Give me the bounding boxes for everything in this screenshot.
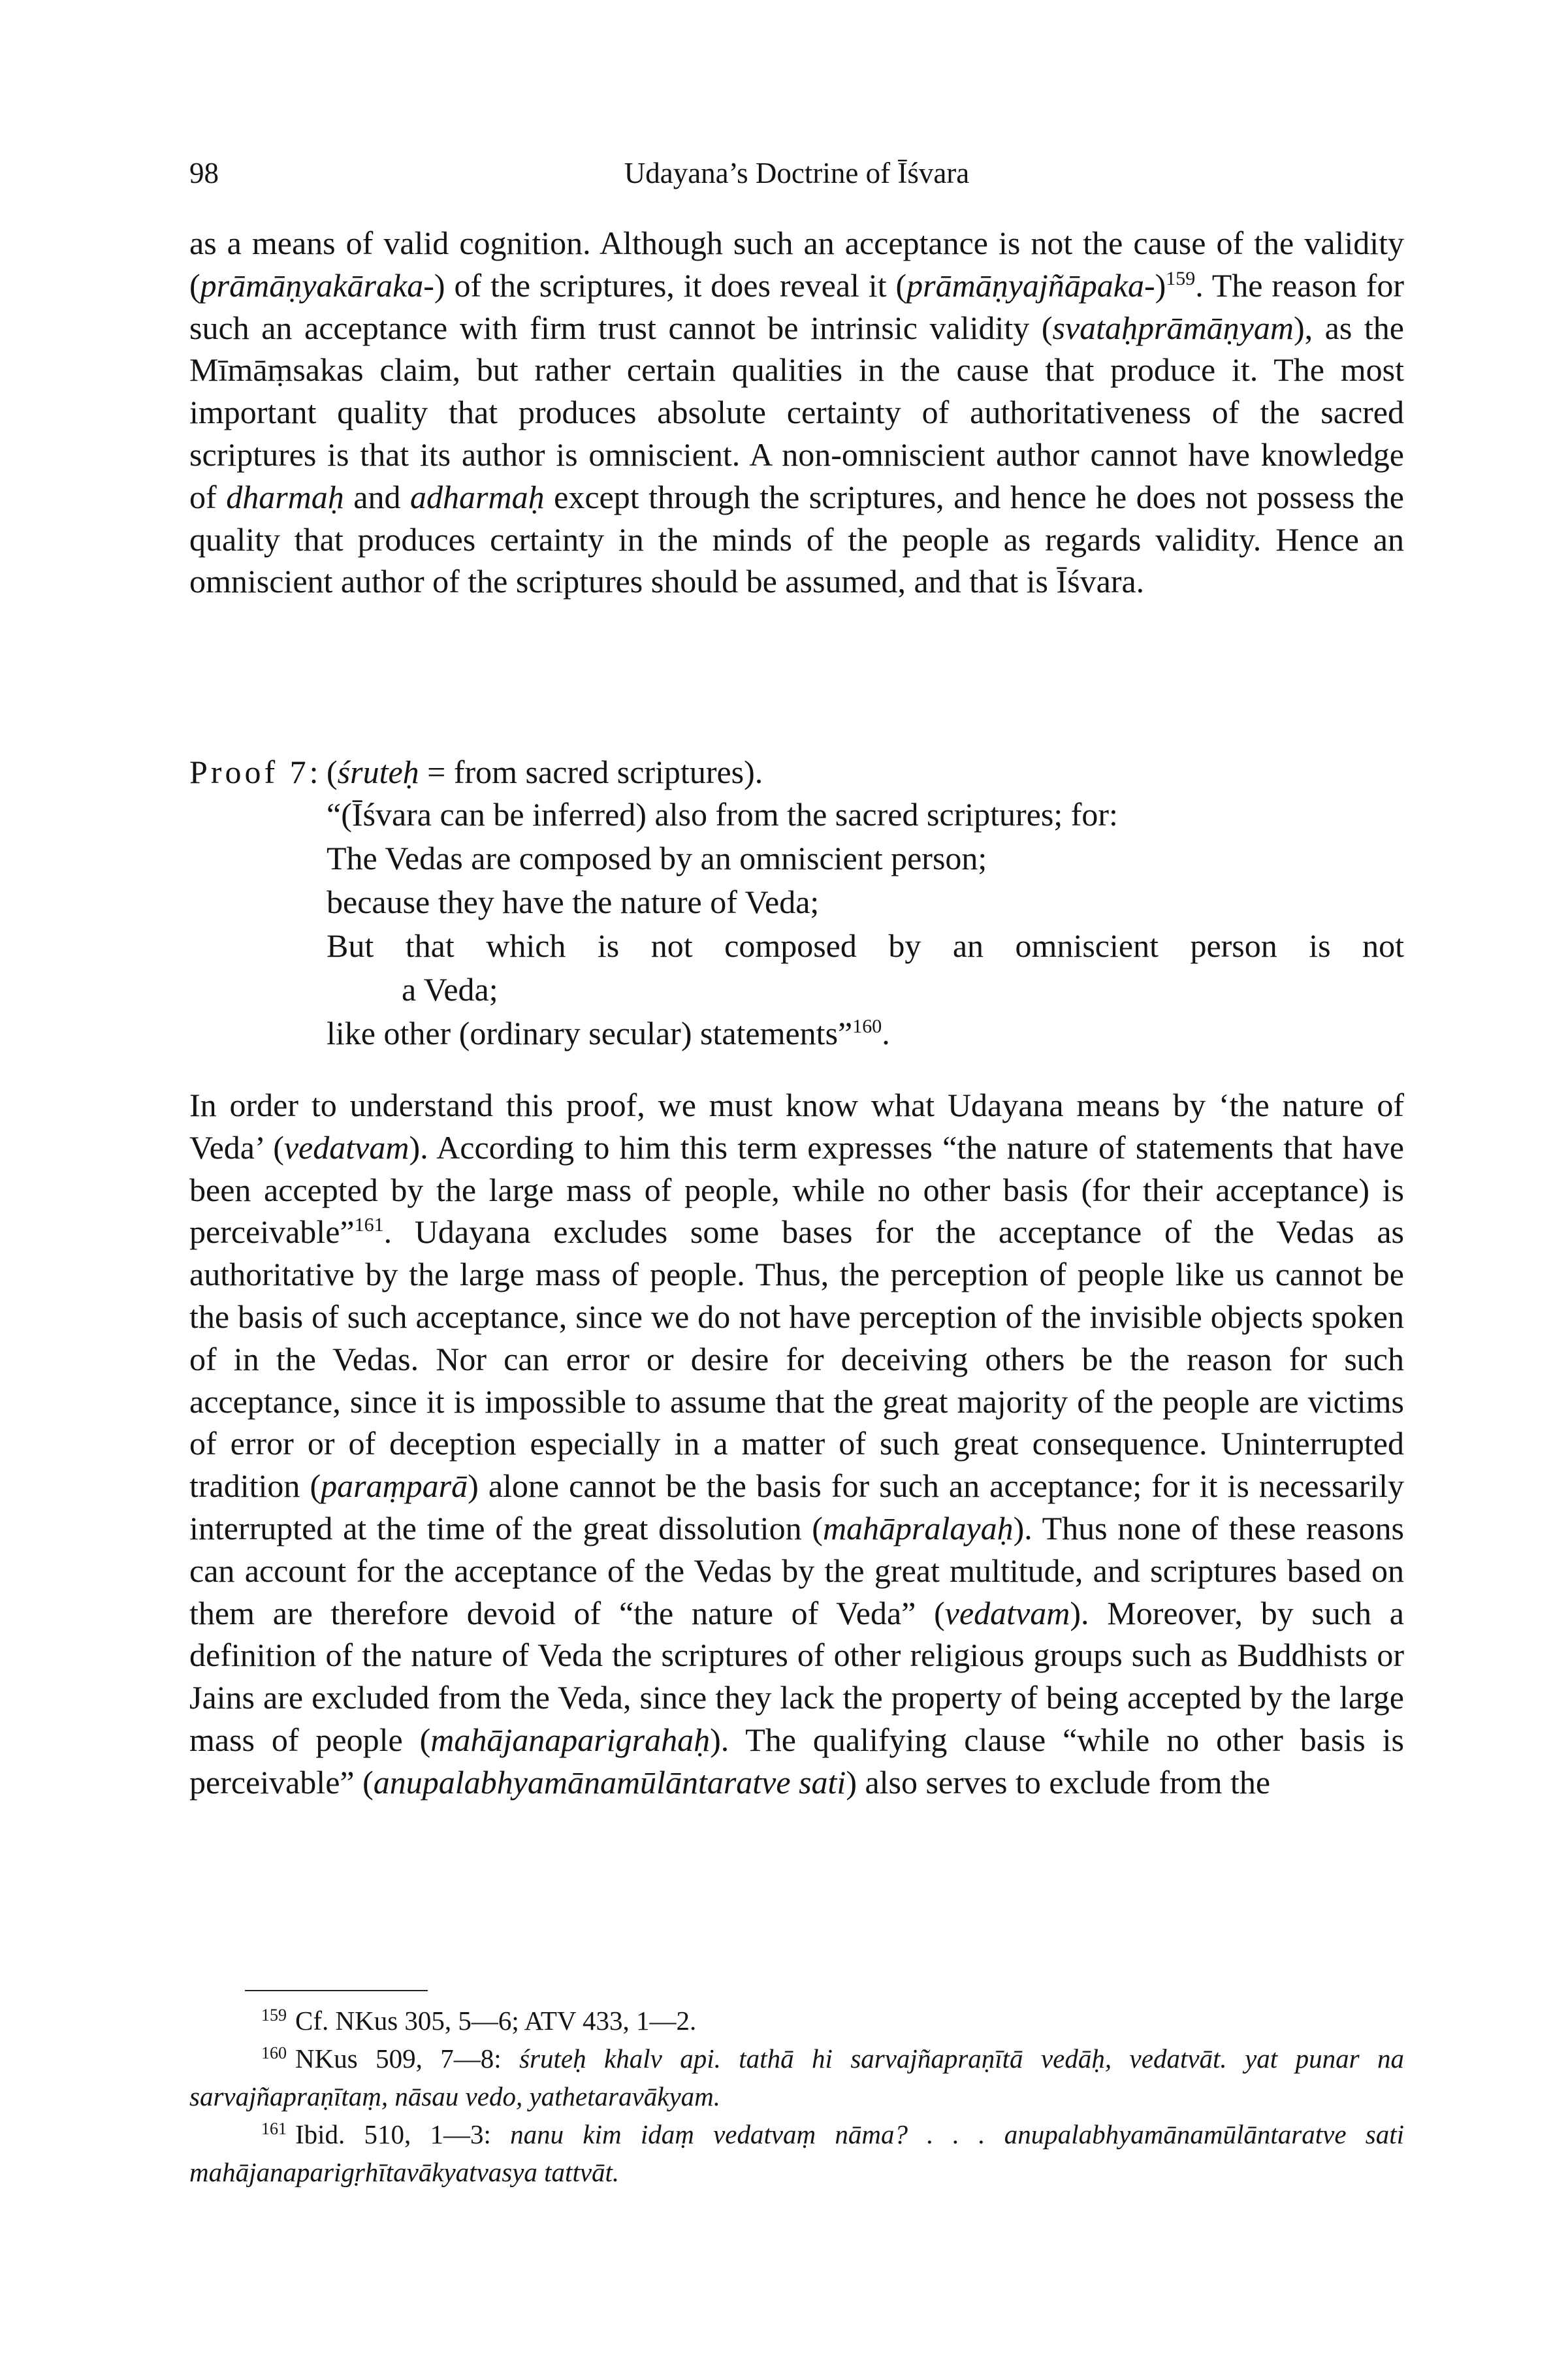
text-run: . Udayana excludes some bases for the acceptance of the Vedas as authoritative by the large mass of people. Thus, the perception of people like us cannot be the basis of such acceptance, since we do not have perception of the invisible objects spoken of in the Vedas. Nor can error or desire for deceiving others be the reason for such acceptance, since it is impossible to assume that the great majority of the people are victims of error or of deception especially in a matter of such great consequence. Uninterrupted tradition ( xyxy=(189,1213,1404,1505)
text-run: and xyxy=(344,478,411,515)
footnote-160: $^{160}$ NKus 509, 7—8: śruteḥ khalv api. tathā hi sarvajñapraṇītā vedāḥ, vedatvāt. yat punar na sarvajñapraṇītaṃ, nāsau vedo, yathetaravākyam. xyxy=(189,2043,1404,2111)
italic-term: svataḥprāmāṇyam xyxy=(1052,309,1294,346)
text-run: ). Moreover, by such a definition of the nature of Veda the scriptures of other religious groups such as Buddhists or Jains are excluded from the Veda, since they lack the property of being accepted by the large mass of people ( xyxy=(189,1594,1404,1758)
footnote-ref-159[interactable]: 159 xyxy=(1166,267,1196,289)
text-run: ). According to him this term expresses “the nature of statements that have been accepted by the large mass of people, while no other basis (for their acceptance) is perceivable” xyxy=(189,1129,1405,1251)
quote-line: The Vedas are composed by an omniscient person; xyxy=(327,840,987,876)
text-run: ) also serves to exclude from the xyxy=(846,1763,1271,1801)
text-run: as a means of valid cognition. Although such an acceptance is not the cause of the validity ( xyxy=(189,225,1404,304)
text-run: ). The qualifying clause “while no other basis is perceivable” ( xyxy=(189,1721,1405,1801)
quote-line: because they have the nature of Veda; xyxy=(327,884,820,920)
italic-term: prāmāṇyajñāpaka- xyxy=(906,266,1155,304)
footnotes xyxy=(189,2002,1404,2191)
footnote-161: $^{161}$ Ibid. 510, 1—3: nanu kim idaṃ vedatvaṃ nāma? . . . anupalabhyamānamūlāntaratve sati mahājanaparigṛhītavākyatvasya tattvāt. xyxy=(189,2119,1405,2187)
footnote-text: Cf. NKus 305, 5—6; ATV 433, 1—2. xyxy=(295,2006,697,2036)
italic-term: paraṃparā xyxy=(321,1467,468,1505)
quote-line: a Veda; xyxy=(402,971,498,1008)
italic-term: mahāpralayaḥ xyxy=(822,1509,1014,1546)
proof-heading xyxy=(189,751,763,793)
text-run: In order to understand this proof, we must know what Udayana means by ‘the nature of Veda’ ( xyxy=(189,1087,1404,1166)
text-run: except through the scriptures, and hence he does not possess the quality that produces certainty in the minds of the people as regards validity. Hence an omniscient author of the scriptures should be assumed, and that is Īśvara. xyxy=(189,478,1404,600)
italic-term: anupalabhyamānamūlāntaratve sati xyxy=(373,1763,846,1801)
italic-term: vedatvam xyxy=(944,1594,1070,1631)
text-run: : ( xyxy=(309,754,338,790)
text-run: . xyxy=(882,1015,890,1051)
text-run: like other (ordinary secular) statements” xyxy=(327,1015,853,1051)
text-run: . The reason for such an acceptance with firm trust cannot be intrinsic validity ( xyxy=(189,266,1405,346)
footnote-sanskrit: nanu kim idaṃ vedatvaṃ nāma? . . . anupalabhyamānamūlāntaratve sati mahājanaparigṛhītavākyatvasya tattvāt. xyxy=(189,2119,1405,2187)
footnote-159: $^{159}$ Cf. NKus 305, 5—6; ATV 433, 1—2. xyxy=(261,2006,697,2036)
text-run: ), as the Mīmāṃsakas claim, but rather certain qualities in the cause that produce it. The most important quality that produces absolute certainty of authoritativeness of the sacred scriptures is that its author is omniscient. A non-omniscient author cannot have knowledge of xyxy=(189,309,1404,515)
italic-term: dharmaḥ xyxy=(226,478,344,515)
paragraph-1 xyxy=(189,222,1404,603)
italic-term: prāmāṇyakāraka- xyxy=(200,266,434,304)
footnote-ref-160[interactable]: 160 xyxy=(852,1016,882,1037)
quote-line: “(Īśvara can be inferred) also from the sacred scriptures; for: xyxy=(327,796,1118,833)
proof-label: Proof 7 xyxy=(189,754,310,790)
footnote-text: Ibid. 510, 1—3: xyxy=(295,2119,511,2149)
quote-line xyxy=(327,1012,1404,1055)
text-run: = from sacred scriptures). xyxy=(419,754,763,790)
footnote-divider xyxy=(245,1990,428,1991)
footnote-text: NKus 509, 7—8: xyxy=(295,2043,520,2074)
italic-term: vedatvam xyxy=(283,1129,409,1166)
running-header xyxy=(189,150,1404,196)
footnote-sanskrit: śruteḥ khalv api. tathā hi sarvajñapraṇītā vedāḥ, vedatvāt. yat punar na sarvajñapraṇītaṃ, nāsau vedo, yathetaravākyam. xyxy=(189,2043,1404,2111)
text-run: ) alone cannot be the basis for such an acceptance; for it is necessarily interrupted at the time of the great dissolution ( xyxy=(189,1467,1404,1546)
italic-term: adharmaḥ xyxy=(410,478,545,515)
footnote-ref-161[interactable]: 161 xyxy=(354,1214,384,1236)
italic-term: śruteḥ xyxy=(337,754,419,790)
text-run: ). Thus none of these reasons can account for the acceptance of the Vedas by the great multitude, and scriptures based on them are therefore devoid of “the nature of Veda” ( xyxy=(189,1509,1404,1631)
text-run: ) xyxy=(1155,266,1166,304)
quote-line: But that which is not composed by an omniscient person is not xyxy=(327,927,1404,964)
running-title: Udayana’s Doctrine of Īśvara xyxy=(624,157,970,189)
page-number: 98 xyxy=(189,157,219,189)
italic-term: mahājanaparigrahaḥ xyxy=(430,1721,711,1758)
proof-quotation xyxy=(327,793,1404,1055)
paragraph-2 xyxy=(189,1084,1404,1804)
text-run: ) of the scriptures, it does reveal it ( xyxy=(434,266,907,304)
